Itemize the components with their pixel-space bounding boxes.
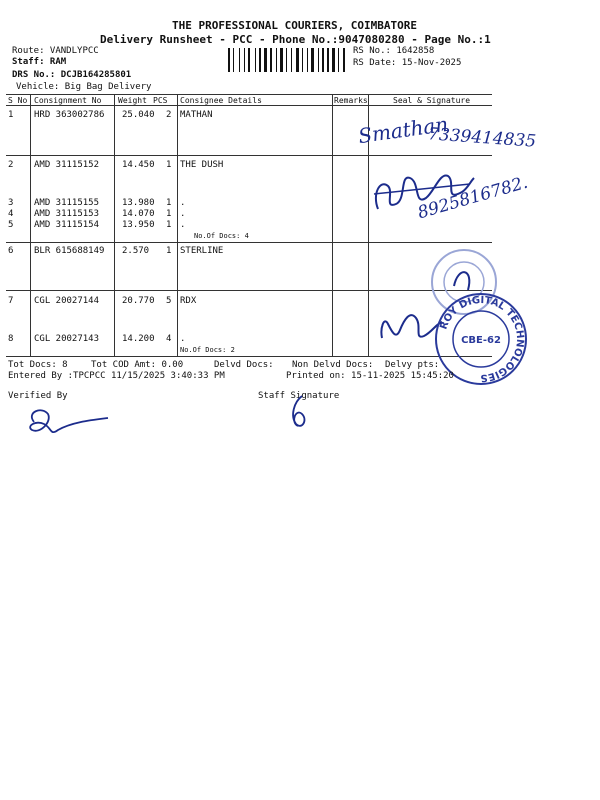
barcode-bar (255, 48, 256, 72)
row-sno: 7 (8, 296, 14, 306)
rs-number: RS No.: 1642858 (353, 46, 435, 56)
drs-number: DRS No.: DCJB164285801 (12, 70, 132, 80)
row-sno: 5 (8, 220, 14, 230)
non-delivered-docs: Non Delvd Docs: (292, 360, 374, 370)
vehicle-label: Vehicle: Big Bag Delivery (16, 82, 152, 92)
rs-date: RS Date: 15-Nov-2025 (353, 58, 462, 68)
barcode-bar (259, 48, 261, 72)
row-consignee: . (180, 334, 186, 344)
barcode (228, 48, 350, 72)
table-header-line (6, 105, 492, 106)
runsheet-subtitle: Delivery Runsheet - PCC - Phone No.:9047080280 - Page No.:1 (100, 33, 491, 46)
stamp-ring-text: ROY DIGITAL TECHNOLOGIES (438, 294, 526, 384)
row-sno: 6 (8, 246, 14, 256)
barcode-bar (332, 48, 335, 72)
barcode-bar (270, 48, 272, 72)
row-pcs: 1 (166, 198, 172, 208)
barcode-bar (233, 48, 234, 72)
row-divider (6, 242, 492, 243)
barcode-bar (296, 48, 299, 72)
row-consignee: . (180, 220, 186, 230)
row-pcs: 1 (166, 220, 172, 230)
col-divider (177, 94, 178, 356)
barcode-bar (307, 48, 308, 72)
barcode-bar (239, 48, 240, 72)
row-consignment: CGL 20027143 (34, 334, 100, 344)
col-header-remarks: Remarks (334, 96, 368, 105)
row-consignment: BLR 615688149 (34, 246, 105, 256)
row-consignee: . (180, 198, 186, 208)
barcode-bar (228, 48, 230, 72)
row-weight: 14.450 (122, 160, 155, 170)
row-pcs: 1 (166, 246, 172, 256)
row-weight: 2.570 (122, 246, 150, 256)
row-pcs: 1 (166, 160, 172, 170)
barcode-bar (302, 48, 303, 72)
barcode-bar (276, 48, 277, 72)
entered-by: Entered By :TPCPCC 11/15/2025 3:40:33 PM (8, 371, 225, 381)
row-weight: 13.980 (122, 198, 155, 208)
row-sno: 3 (8, 198, 14, 208)
docs-count: No.Of Docs: 4 (194, 232, 249, 240)
staff-label: Staff: RAM (12, 57, 67, 67)
col-header-consignment: Consignment No (34, 96, 102, 105)
row-weight: 14.200 (122, 334, 155, 344)
row-consignment: AMD 31115154 (34, 220, 100, 230)
barcode-bar (311, 48, 314, 72)
row-consignee: RDX (180, 296, 197, 306)
handwritten-signature: Smathan (356, 111, 450, 149)
total-docs: Tot Docs: 8 (8, 360, 68, 370)
verified-by-label: Verified By (8, 391, 68, 401)
staff-signature-label: Staff Signature (258, 391, 340, 401)
row-sno: 8 (8, 334, 14, 344)
barcode-bar (264, 48, 267, 72)
col-header-pcs: PCS (153, 96, 168, 105)
row-consignment: AMD 31115155 (34, 198, 100, 208)
company-title: THE PROFESSIONAL COURIERS, COIMBATORE (172, 19, 418, 32)
row-divider (6, 155, 492, 156)
col-header-weight: Weight (118, 96, 147, 105)
barcode-bar (343, 48, 345, 72)
barcode-bar (280, 48, 283, 72)
row-sno: 2 (8, 160, 14, 170)
table-top-line (6, 94, 492, 95)
signature-scribble (370, 164, 480, 224)
delivered-docs: Delvd Docs: (214, 360, 274, 370)
row-consignee: STERLINE (180, 246, 224, 256)
row-weight: 14.070 (122, 209, 155, 219)
row-sno: 1 (8, 110, 14, 120)
row-consignee: . (180, 209, 186, 219)
row-sno: 4 (8, 209, 14, 219)
col-header-seal: Seal & Signature (393, 96, 471, 105)
barcode-bar (318, 48, 319, 72)
row-pcs: 1 (166, 209, 172, 219)
row-weight: 25.040 (122, 110, 155, 120)
handwritten-phone: 8925816782. (415, 172, 531, 224)
handwritten-phone: 7339414835 (427, 124, 537, 152)
delivery-points: Delvy pts: (385, 360, 440, 370)
row-consignment: AMD 31115153 (34, 209, 100, 219)
row-divider (6, 290, 492, 291)
barcode-bar (244, 48, 245, 72)
barcode-bar (248, 48, 250, 72)
barcode-bar (286, 48, 287, 72)
barcode-bar (291, 48, 292, 72)
row-pcs: 5 (166, 296, 172, 306)
barcode-bar (338, 48, 339, 72)
printed-on: Printed on: 15-11-2025 15:45:20 (286, 371, 454, 381)
barcode-bar (322, 48, 324, 72)
col-divider (114, 94, 115, 356)
row-pcs: 4 (166, 334, 172, 344)
route-label: Route: VANDLYPCC (12, 46, 99, 56)
verifier-signature (22, 404, 112, 438)
col-divider (30, 94, 31, 356)
col-divider (332, 94, 333, 356)
row-consignee: THE DUSH (180, 160, 224, 170)
col-header-sno: S No (8, 96, 28, 105)
row-pcs: 2 (166, 110, 172, 120)
row-consignment: CGL 20027144 (34, 296, 100, 306)
row-weight: 20.770 (122, 296, 155, 306)
row-consignee: MATHAN (180, 110, 213, 120)
docs-count: No.Of Docs: 2 (180, 346, 235, 354)
stamp-center-text: CBE-62 (461, 335, 501, 346)
total-cod-amount: Tot COD Amt: 0.00 (91, 360, 184, 370)
table-bottom-line (6, 356, 492, 357)
col-header-consignee: Consignee Details (180, 96, 262, 105)
staff-signature (280, 392, 320, 432)
row-consignment: HRD 363002786 (34, 110, 105, 120)
row-consignment: AMD 31115152 (34, 160, 100, 170)
barcode-bar (327, 48, 329, 72)
row-weight: 13.950 (122, 220, 155, 230)
